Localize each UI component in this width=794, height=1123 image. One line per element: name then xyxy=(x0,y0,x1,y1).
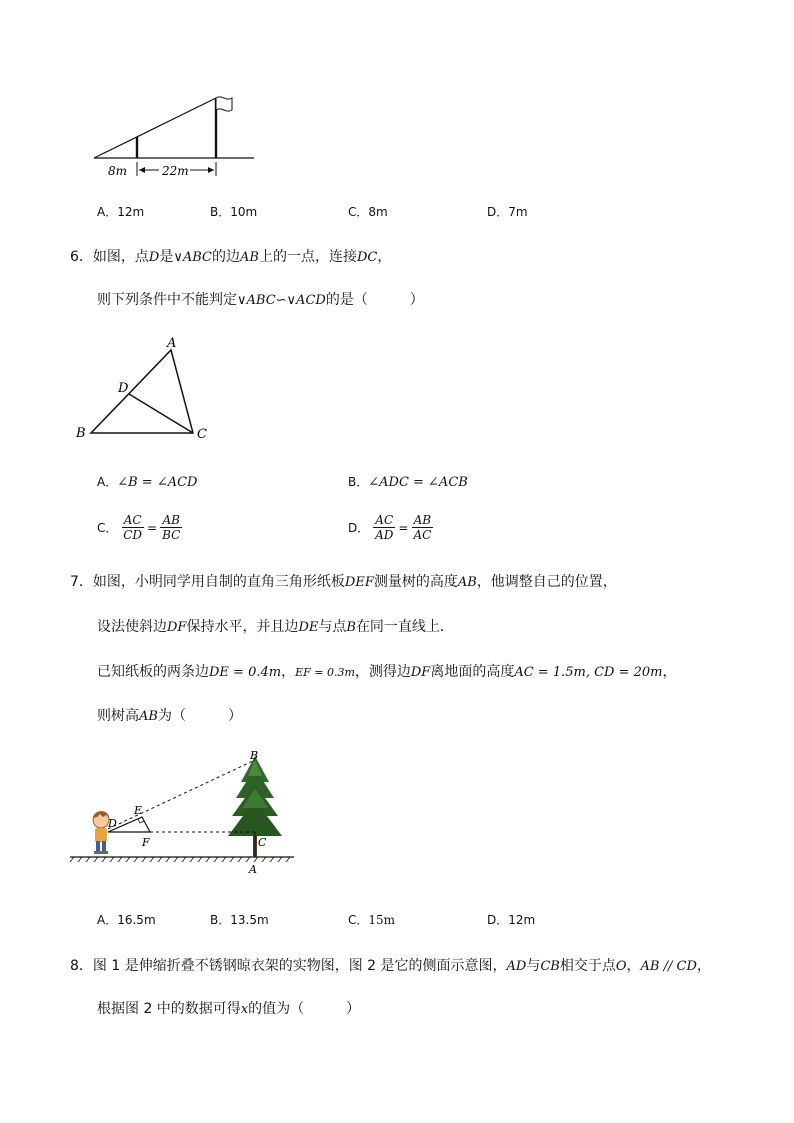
math: DF xyxy=(410,665,431,680)
math: AD xyxy=(506,959,527,974)
option-letter: D． xyxy=(487,913,509,927)
answer-blank: 为（ ） xyxy=(157,708,242,724)
option-letter: B． xyxy=(210,913,231,927)
text: ， xyxy=(696,958,711,974)
text: 的边 xyxy=(212,249,241,265)
text: ， xyxy=(626,958,641,974)
text: 与点 xyxy=(318,619,347,635)
math: D xyxy=(148,250,160,265)
text: 设法使斜边 xyxy=(97,619,167,635)
option-letter: D． xyxy=(348,521,370,535)
text: 在同一直线上． xyxy=(355,619,454,635)
math: AB xyxy=(139,709,158,724)
option-text: 12m xyxy=(508,913,536,927)
q6-stem-line1 xyxy=(70,246,391,266)
sight-line-dashed xyxy=(108,760,255,829)
triangle-figure xyxy=(72,334,222,446)
text: ， xyxy=(662,664,677,680)
q7-stem-line1 xyxy=(70,571,617,591)
q5-option-d[interactable] xyxy=(487,203,528,220)
math: ∨ABC xyxy=(173,250,213,265)
text: 根据图 2 中的数据可得 xyxy=(97,1001,241,1017)
equals-sign: = xyxy=(147,520,158,535)
question-number: 6． xyxy=(70,249,93,265)
fraction xyxy=(411,513,433,542)
boy-icon xyxy=(93,811,109,854)
option-text: 8m xyxy=(368,205,388,219)
math: DEF xyxy=(344,575,374,590)
fraction xyxy=(160,513,182,542)
option-letter: B． xyxy=(348,475,369,489)
q5-option-a[interactable] xyxy=(97,203,144,220)
q7-stem-line4 xyxy=(97,705,242,725)
flagpole-figure xyxy=(90,92,260,182)
math: O xyxy=(615,959,627,974)
text: 相交于点 xyxy=(559,958,616,974)
text: 是 xyxy=(159,249,174,265)
label-c: C xyxy=(197,427,207,442)
math: ∨ABC∽∨ACD xyxy=(237,293,326,308)
denominator: BC xyxy=(162,528,181,542)
label-b: B xyxy=(76,426,86,441)
flag-icon xyxy=(216,97,232,111)
q7-option-b[interactable] xyxy=(210,911,269,928)
text: 则树高 xyxy=(97,708,139,724)
text: ， xyxy=(281,664,296,680)
text: 保持水平，并且边 xyxy=(186,619,299,635)
option-letter: B． xyxy=(210,205,231,219)
answer-blank: 的是（ ） xyxy=(325,292,424,308)
math: AC = 1.5m, CD = 20m xyxy=(514,665,663,680)
option-text: 16.5m xyxy=(117,913,156,927)
label-8m: 8m xyxy=(108,164,128,178)
option-letter: C． xyxy=(348,913,369,927)
math: EF = 0.3m xyxy=(295,666,355,679)
option-text: 7m xyxy=(508,205,528,219)
math: CB xyxy=(540,959,560,974)
option-letter: C． xyxy=(97,521,118,535)
text: 与 xyxy=(526,958,541,974)
math: DE xyxy=(298,620,319,635)
label-a: A xyxy=(249,863,257,876)
numerator: AB xyxy=(413,513,432,527)
text: 离地面的高度 xyxy=(430,664,515,680)
q7-option-c[interactable] xyxy=(348,911,395,928)
math: x xyxy=(240,1002,249,1017)
q5-option-b[interactable] xyxy=(210,203,257,220)
arrow-right-icon xyxy=(208,167,214,173)
option-text: 12m xyxy=(117,205,145,219)
q6-option-d[interactable] xyxy=(348,513,433,542)
text: 测量树的高度 xyxy=(373,574,458,590)
option-text: 13.5m xyxy=(230,913,269,927)
triangle-abc xyxy=(91,350,193,433)
option-text: 10m xyxy=(230,205,258,219)
option-letter: A． xyxy=(97,475,118,489)
segment-dc xyxy=(129,394,193,433)
numerator: AB xyxy=(162,513,180,527)
option-letter: C． xyxy=(348,205,369,219)
sight-line xyxy=(94,98,216,158)
label-d: D xyxy=(108,817,117,830)
option-text: ∠B = ∠ACD xyxy=(117,475,198,490)
q6-stem-line2 xyxy=(97,289,424,309)
answer-blank: 的值为（ ） xyxy=(248,1001,361,1017)
denominator: AC xyxy=(413,528,432,542)
label-c: C xyxy=(258,836,267,849)
text: ，测得边 xyxy=(354,664,411,680)
option-text: ∠ADC = ∠ACB xyxy=(368,475,468,490)
numerator: AC xyxy=(123,513,142,527)
denominator: CD xyxy=(123,528,143,542)
fraction xyxy=(373,513,395,542)
text: ，他调整自己的位置， xyxy=(476,574,617,590)
text: 如图，点 xyxy=(92,249,149,265)
arrow-left-icon xyxy=(139,167,145,173)
label-d: D xyxy=(118,381,129,396)
math: AB xyxy=(240,250,259,265)
text: 已知纸板的两条边 xyxy=(97,664,209,680)
q6-option-c[interactable] xyxy=(97,513,182,542)
q7-option-a[interactable] xyxy=(97,911,156,928)
text: 图 1 是伸缩折叠不锈钢晾衣架的实物图，图 2 是它的侧面示意图， xyxy=(92,958,507,974)
numerator: AC xyxy=(375,513,394,527)
label-b: B xyxy=(250,749,259,762)
label-a: A xyxy=(167,336,177,351)
math: B xyxy=(346,620,356,635)
label-f: F xyxy=(142,836,150,849)
text: 则下列条件中不能判定 xyxy=(97,292,237,308)
option-letter: D． xyxy=(487,205,509,219)
question-number: 7． xyxy=(70,574,93,590)
text: ， xyxy=(377,249,392,265)
math: DE = 0.4m xyxy=(209,665,282,680)
q6-option-b[interactable] xyxy=(348,473,468,490)
fraction xyxy=(121,513,144,542)
q8-stem-line1 xyxy=(70,955,711,975)
math: AB // CD xyxy=(640,959,697,974)
math: DC xyxy=(356,250,378,265)
option-text: 15m xyxy=(368,913,396,927)
math: AB xyxy=(457,575,477,590)
text: 如图，小明同学用自制的直角三角形纸板 xyxy=(92,574,345,590)
text: 上的一点，连接 xyxy=(258,249,357,265)
q5-option-c[interactable] xyxy=(348,203,388,220)
option-letter: A． xyxy=(97,913,118,927)
q8-stem-line2 xyxy=(97,998,360,1018)
equals-sign: = xyxy=(398,520,409,535)
ground-hatching xyxy=(70,857,290,862)
question-number: 8． xyxy=(70,958,93,974)
option-letter: A． xyxy=(97,205,118,219)
math: DF xyxy=(167,620,187,635)
q6-option-a[interactable] xyxy=(97,473,197,490)
denominator: AD xyxy=(375,528,394,542)
label-22m: 22m xyxy=(162,164,189,178)
q7-stem-line2 xyxy=(97,616,454,636)
q7-stem-line3 xyxy=(97,661,676,681)
label-e: E xyxy=(134,804,143,817)
tree-measure-figure xyxy=(68,746,298,878)
q7-option-d[interactable] xyxy=(487,911,535,928)
